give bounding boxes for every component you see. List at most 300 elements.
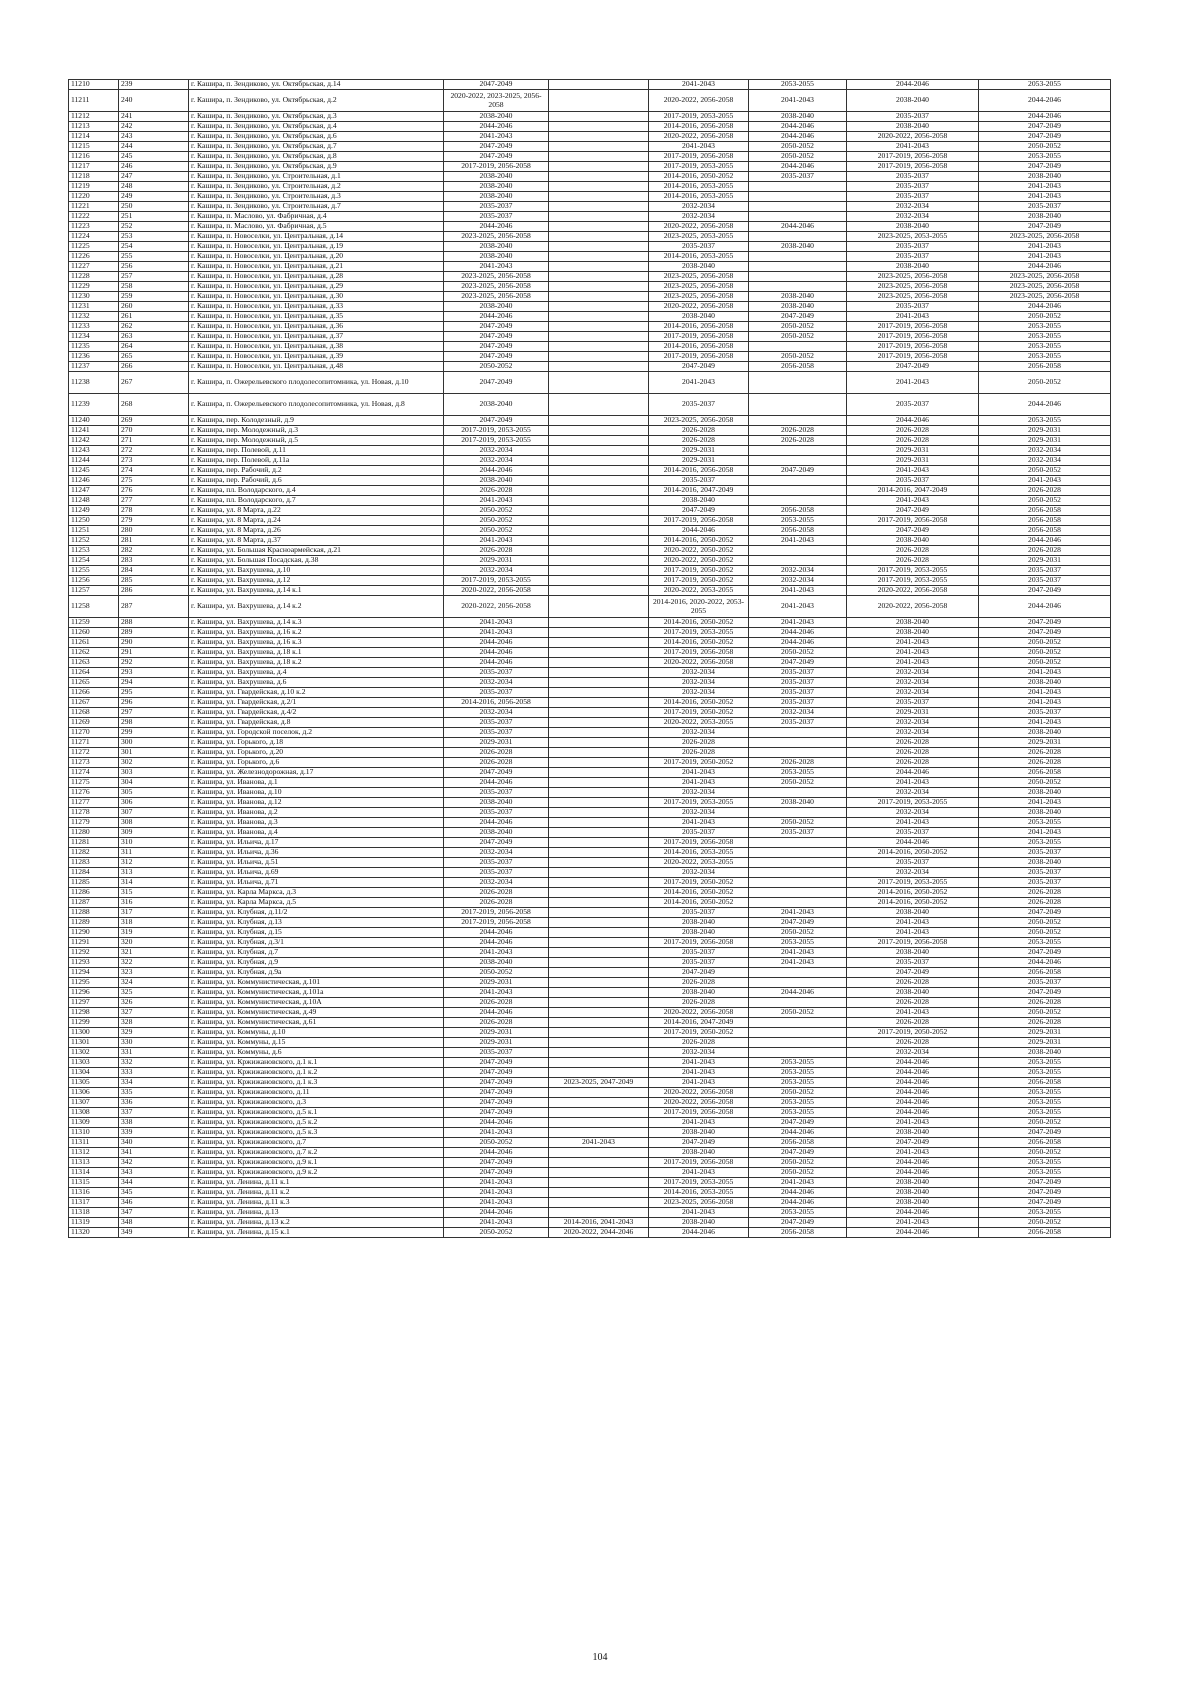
cell-address: г. Кашира, ул. Большая Красноармейская, д.21	[189, 546, 444, 556]
cell-period-1: 2047-2049	[444, 1098, 549, 1108]
cell-seq-number: 310	[119, 838, 189, 848]
cell-period-1: 2047-2049	[444, 342, 549, 352]
cell-period-5: 2047-2049	[847, 362, 979, 372]
cell-row-id: 11255	[69, 566, 119, 576]
table-row	[69, 978, 1111, 988]
cell-period-6: 2038-2040	[979, 172, 1111, 182]
table-row	[69, 698, 1111, 708]
cell-period-1: 2020-2022, 2056-2058	[444, 596, 549, 618]
cell-period-6: 2041-2043	[979, 668, 1111, 678]
table-row	[69, 1128, 1111, 1138]
cell-period-3: 2017-2019, 2050-2052	[649, 758, 749, 768]
cell-period-3: 2038-2040	[649, 928, 749, 938]
cell-period-2	[549, 516, 649, 526]
cell-period-5: 2029-2031	[847, 456, 979, 466]
cell-period-3: 2047-2049	[649, 968, 749, 978]
cell-period-1: 2047-2049	[444, 1078, 549, 1088]
cell-period-4: 2050-2052	[749, 648, 847, 658]
cell-period-4: 2032-2034	[749, 576, 847, 586]
cell-address: г. Кашира, ул. Кржижановского, д.5 к.3	[189, 1128, 444, 1138]
cell-seq-number: 240	[119, 90, 189, 112]
cell-period-5: 2035-2037	[847, 858, 979, 868]
cell-period-4: 2041-2043	[749, 1178, 847, 1188]
cell-seq-number: 326	[119, 998, 189, 1008]
cell-period-5: 2032-2034	[847, 212, 979, 222]
cell-period-1: 2032-2034	[444, 566, 549, 576]
cell-period-6: 2047-2049	[979, 1178, 1111, 1188]
cell-period-1: 2038-2040	[444, 242, 549, 252]
cell-row-id: 11240	[69, 416, 119, 426]
cell-period-4: 2041-2043	[749, 536, 847, 546]
cell-period-2	[549, 342, 649, 352]
cell-period-2	[549, 122, 649, 132]
cell-period-3: 2041-2043	[649, 142, 749, 152]
table-row	[69, 182, 1111, 192]
table-row	[69, 90, 1111, 112]
cell-period-5: 2044-2046	[847, 80, 979, 90]
cell-period-3: 2020-2022, 2050-2052	[649, 546, 749, 556]
cell-period-6: 2041-2043	[979, 476, 1111, 486]
cell-period-5: 2026-2028	[847, 426, 979, 436]
cell-address: г. Кашира, ул. Клубная, д.13	[189, 918, 444, 928]
cell-period-6: 2038-2040	[979, 788, 1111, 798]
cell-seq-number: 338	[119, 1118, 189, 1128]
cell-seq-number: 300	[119, 738, 189, 748]
cell-period-3: 2035-2037	[649, 242, 749, 252]
cell-period-4	[749, 898, 847, 908]
cell-address: г. Кашира, ул. Ленина, д.13	[189, 1208, 444, 1218]
cell-seq-number: 251	[119, 212, 189, 222]
cell-seq-number: 265	[119, 352, 189, 362]
table-row	[69, 758, 1111, 768]
table-row	[69, 112, 1111, 122]
cell-period-1: 2047-2049	[444, 322, 549, 332]
cell-period-1: 2044-2046	[444, 1208, 549, 1218]
table-row	[69, 162, 1111, 172]
cell-period-3: 2038-2040	[649, 918, 749, 928]
cell-seq-number: 299	[119, 728, 189, 738]
cell-address: г. Кашира, п. Новоселки, ул. Центральная, д.21	[189, 262, 444, 272]
cell-period-6: 2026-2028	[979, 486, 1111, 496]
table-row	[69, 818, 1111, 828]
cell-address: г. Кашира, ул. Иванова, д.10	[189, 788, 444, 798]
cell-period-6: 2053-2055	[979, 352, 1111, 362]
cell-period-1: 2041-2043	[444, 496, 549, 506]
cell-seq-number: 334	[119, 1078, 189, 1088]
cell-period-4: 2038-2040	[749, 302, 847, 312]
cell-period-1: 2050-2052	[444, 1138, 549, 1148]
cell-address: г. Кашира, пер. Колодезный, д.9	[189, 416, 444, 426]
cell-period-3: 2014-2016, 2053-2055	[649, 1188, 749, 1198]
cell-period-5: 2044-2046	[847, 416, 979, 426]
cell-period-2	[549, 222, 649, 232]
cell-period-5: 2044-2046	[847, 1108, 979, 1118]
cell-period-5: 2032-2034	[847, 1048, 979, 1058]
cell-period-6: 2047-2049	[979, 618, 1111, 628]
cell-period-3: 2017-2019, 2056-2058	[649, 648, 749, 658]
cell-row-id: 11228	[69, 272, 119, 282]
cell-row-id: 11284	[69, 868, 119, 878]
table-row	[69, 1088, 1111, 1098]
cell-period-4: 2047-2049	[749, 658, 847, 668]
cell-row-id: 11220	[69, 192, 119, 202]
cell-period-1: 2038-2040	[444, 828, 549, 838]
cell-row-id: 11244	[69, 456, 119, 466]
cell-address: г. Кашира, ул. Кржижановского, д.1 к.1	[189, 1058, 444, 1068]
cell-period-3: 2026-2028	[649, 748, 749, 758]
cell-period-6: 2035-2037	[979, 202, 1111, 212]
cell-period-6: 2050-2052	[979, 638, 1111, 648]
cell-row-id: 11256	[69, 576, 119, 586]
cell-period-5: 2041-2043	[847, 372, 979, 394]
cell-period-4: 2038-2040	[749, 112, 847, 122]
cell-period-3: 2032-2034	[649, 808, 749, 818]
table-row	[69, 1148, 1111, 1158]
cell-address: г. Кашира, ул. Ильича, д.69	[189, 868, 444, 878]
table-row	[69, 232, 1111, 242]
cell-row-id: 11259	[69, 618, 119, 628]
cell-seq-number: 325	[119, 988, 189, 998]
cell-period-2	[549, 486, 649, 496]
cell-period-2	[549, 638, 649, 648]
cell-period-5: 2035-2037	[847, 476, 979, 486]
cell-address: г. Кашира, ул. Карла Маркса, д.5	[189, 898, 444, 908]
cell-seq-number: 255	[119, 252, 189, 262]
cell-period-1: 2044-2046	[444, 938, 549, 948]
cell-period-6: 2050-2052	[979, 778, 1111, 788]
cell-period-2	[549, 948, 649, 958]
cell-period-1: 2029-2031	[444, 978, 549, 988]
cell-period-5: 2041-2043	[847, 918, 979, 928]
cell-period-3: 2047-2049	[649, 362, 749, 372]
cell-seq-number: 335	[119, 1088, 189, 1098]
table-row	[69, 658, 1111, 668]
cell-address: г. Кашира, п. Маслово, ул. Фабричная, д.5	[189, 222, 444, 232]
cell-period-2	[549, 322, 649, 332]
cell-period-6: 2050-2052	[979, 1118, 1111, 1128]
cell-period-4	[749, 272, 847, 282]
cell-period-4: 2050-2052	[749, 928, 847, 938]
cell-period-4: 2053-2055	[749, 516, 847, 526]
cell-period-6: 2041-2043	[979, 718, 1111, 728]
cell-period-6: 2041-2043	[979, 828, 1111, 838]
cell-period-2	[549, 496, 649, 506]
cell-seq-number: 282	[119, 546, 189, 556]
cell-period-4: 2047-2049	[749, 466, 847, 476]
cell-period-1: 2041-2043	[444, 1218, 549, 1228]
table-row	[69, 1228, 1111, 1238]
cell-period-2	[549, 262, 649, 272]
cell-period-2	[549, 1038, 649, 1048]
cell-address: г. Кашира, ул. Гвардейская, д.2/1	[189, 698, 444, 708]
cell-period-2	[549, 476, 649, 486]
cell-period-2	[549, 658, 649, 668]
cell-period-5: 2038-2040	[847, 122, 979, 132]
cell-seq-number: 246	[119, 162, 189, 172]
cell-period-5: 2035-2037	[847, 182, 979, 192]
cell-period-2	[549, 1168, 649, 1178]
table-row	[69, 908, 1111, 918]
cell-period-4	[749, 192, 847, 202]
cell-address: г. Кашира, ул. Вахрушева, д.18 к.2	[189, 658, 444, 668]
cell-seq-number: 333	[119, 1068, 189, 1078]
cell-row-id: 11252	[69, 536, 119, 546]
cell-period-5: 2044-2046	[847, 1228, 979, 1238]
table-row	[69, 476, 1111, 486]
cell-period-2	[549, 132, 649, 142]
cell-period-5: 2026-2028	[847, 758, 979, 768]
cell-period-1: 2047-2049	[444, 1168, 549, 1178]
cell-period-2	[549, 1018, 649, 1028]
cell-seq-number: 270	[119, 426, 189, 436]
cell-seq-number: 307	[119, 808, 189, 818]
cell-period-3: 2017-2019, 2056-2058	[649, 838, 749, 848]
cell-address: г. Кашира, п. Зендиково, ул. Октябрьская, д.6	[189, 132, 444, 142]
cell-period-1: 2032-2034	[444, 708, 549, 718]
cell-period-4	[749, 728, 847, 738]
cell-period-6: 2026-2028	[979, 1018, 1111, 1028]
table-row	[69, 1118, 1111, 1128]
cell-period-3: 2020-2022, 2056-2058	[649, 302, 749, 312]
cell-row-id: 11235	[69, 342, 119, 352]
cell-address: г. Кашира, ул. 8 Марта, д.22	[189, 506, 444, 516]
cell-row-id: 11314	[69, 1168, 119, 1178]
table-row	[69, 1158, 1111, 1168]
cell-row-id: 11267	[69, 698, 119, 708]
cell-period-1: 2017-2019, 2053-2055	[444, 576, 549, 586]
cell-address: г. Кашира, ул. Клубная, д.9	[189, 958, 444, 968]
cell-period-1: 2017-2019, 2053-2055	[444, 436, 549, 446]
cell-period-4: 2050-2052	[749, 778, 847, 788]
table-row	[69, 302, 1111, 312]
cell-period-1: 2035-2037	[444, 1048, 549, 1058]
cell-period-5: 2038-2040	[847, 262, 979, 272]
cell-seq-number: 341	[119, 1148, 189, 1158]
cell-period-6: 2041-2043	[979, 192, 1111, 202]
cell-address: г. Кашира, ул. Карла Маркса, д.3	[189, 888, 444, 898]
cell-period-1: 2035-2037	[444, 212, 549, 222]
cell-row-id: 11276	[69, 788, 119, 798]
cell-row-id: 11221	[69, 202, 119, 212]
cell-period-5: 2038-2040	[847, 1128, 979, 1138]
cell-period-3: 2014-2016, 2053-2055	[649, 252, 749, 262]
cell-period-5: 2035-2037	[847, 192, 979, 202]
cell-period-3: 2017-2019, 2056-2058	[649, 1108, 749, 1118]
cell-period-1: 2029-2031	[444, 1038, 549, 1048]
cell-period-3: 2026-2028	[649, 998, 749, 1008]
cell-period-3: 2020-2022, 2053-2055	[649, 586, 749, 596]
cell-period-1: 2032-2034	[444, 678, 549, 688]
table-row	[69, 212, 1111, 222]
cell-address: г. Кашира, п. Зендиково, ул. Октябрьская, д.4	[189, 122, 444, 132]
cell-period-1: 2038-2040	[444, 958, 549, 968]
cell-seq-number: 275	[119, 476, 189, 486]
cell-seq-number: 296	[119, 698, 189, 708]
cell-period-6: 2026-2028	[979, 998, 1111, 1008]
cell-row-id: 11283	[69, 858, 119, 868]
cell-period-4: 2050-2052	[749, 352, 847, 362]
cell-period-6: 2053-2055	[979, 1108, 1111, 1118]
cell-period-1: 2047-2049	[444, 152, 549, 162]
table-row	[69, 222, 1111, 232]
cell-period-3: 2035-2037	[649, 908, 749, 918]
cell-period-5: 2026-2028	[847, 748, 979, 758]
cell-period-1: 2023-2025, 2056-2058	[444, 232, 549, 242]
cell-period-4: 2053-2055	[749, 1208, 847, 1218]
cell-period-5: 2035-2037	[847, 302, 979, 312]
cell-period-6: 2026-2028	[979, 898, 1111, 908]
cell-period-5: 2035-2037	[847, 242, 979, 252]
cell-seq-number: 289	[119, 628, 189, 638]
table-row	[69, 516, 1111, 526]
cell-period-3: 2017-2019, 2056-2058	[649, 352, 749, 362]
cell-period-2	[549, 768, 649, 778]
table-row	[69, 998, 1111, 1008]
cell-period-1: 2041-2043	[444, 536, 549, 546]
cell-period-2	[549, 182, 649, 192]
cell-seq-number: 250	[119, 202, 189, 212]
cell-period-4	[749, 416, 847, 426]
cell-row-id: 11223	[69, 222, 119, 232]
cell-period-1: 2047-2049	[444, 1058, 549, 1068]
cell-period-5: 2035-2037	[847, 828, 979, 838]
cell-period-4: 2035-2037	[749, 688, 847, 698]
table-row	[69, 132, 1111, 142]
cell-period-3: 2026-2028	[649, 436, 749, 446]
cell-period-2	[549, 596, 649, 618]
cell-seq-number: 313	[119, 868, 189, 878]
cell-period-1: 2026-2028	[444, 1018, 549, 1028]
cell-seq-number: 287	[119, 596, 189, 618]
schedule-table	[68, 79, 1111, 1238]
cell-seq-number: 264	[119, 342, 189, 352]
cell-period-5: 2038-2040	[847, 618, 979, 628]
cell-row-id: 11249	[69, 506, 119, 516]
cell-period-5: 2038-2040	[847, 1178, 979, 1188]
cell-period-2	[549, 202, 649, 212]
cell-period-5: 2038-2040	[847, 90, 979, 112]
cell-period-6: 2053-2055	[979, 938, 1111, 948]
cell-period-6: 2047-2049	[979, 222, 1111, 232]
cell-address: г. Кашира, ул. 8 Марта, д.26	[189, 526, 444, 536]
table-row	[69, 788, 1111, 798]
cell-period-6: 2041-2043	[979, 798, 1111, 808]
cell-period-3: 2017-2019, 2056-2058	[649, 516, 749, 526]
table-row	[69, 152, 1111, 162]
cell-period-2	[549, 90, 649, 112]
cell-period-4: 2044-2046	[749, 132, 847, 142]
cell-period-4	[749, 456, 847, 466]
table-row	[69, 372, 1111, 394]
cell-period-3: 2014-2016, 2056-2058	[649, 322, 749, 332]
cell-period-1: 2017-2019, 2056-2058	[444, 908, 549, 918]
cell-period-1: 2047-2049	[444, 142, 549, 152]
cell-seq-number: 245	[119, 152, 189, 162]
cell-period-4	[749, 232, 847, 242]
cell-address: г. Кашира, ул. Вахрушева, д.14 к.2	[189, 596, 444, 618]
cell-address: г. Кашира, п. Зендиково, ул. Октябрьская, д.14	[189, 80, 444, 90]
cell-row-id: 11251	[69, 526, 119, 536]
cell-period-6: 2026-2028	[979, 758, 1111, 768]
cell-period-5: 2038-2040	[847, 988, 979, 998]
cell-row-id: 11231	[69, 302, 119, 312]
cell-period-4: 2038-2040	[749, 292, 847, 302]
cell-address: г. Кашира, пер. Молодежный, д.5	[189, 436, 444, 446]
cell-period-1: 2050-2052	[444, 362, 549, 372]
cell-period-5: 2023-2025, 2056-2058	[847, 282, 979, 292]
table-row	[69, 596, 1111, 618]
cell-period-6: 2047-2049	[979, 1198, 1111, 1208]
cell-period-2	[549, 958, 649, 968]
cell-period-1: 2047-2049	[444, 768, 549, 778]
cell-period-3: 2041-2043	[649, 1078, 749, 1088]
cell-period-3: 2017-2019, 2050-2052	[649, 576, 749, 586]
table-row	[69, 262, 1111, 272]
cell-row-id: 11316	[69, 1188, 119, 1198]
cell-row-id: 11302	[69, 1048, 119, 1058]
cell-row-id: 11264	[69, 668, 119, 678]
cell-period-3: 2014-2016, 2050-2052	[649, 638, 749, 648]
cell-period-2	[549, 648, 649, 658]
cell-period-3: 2023-2025, 2056-2058	[649, 282, 749, 292]
cell-address: г. Кашира, п. Новоселки, ул. Центральная, д.39	[189, 352, 444, 362]
cell-period-2	[549, 778, 649, 788]
table-row	[69, 1208, 1111, 1218]
cell-address: г. Кашира, ул. Горького, д.20	[189, 748, 444, 758]
cell-period-2	[549, 858, 649, 868]
cell-row-id: 11230	[69, 292, 119, 302]
cell-address: г. Кашира, ул. Клубная, д.3/1	[189, 938, 444, 948]
cell-row-id: 11294	[69, 968, 119, 978]
cell-period-4	[749, 342, 847, 352]
cell-period-1: 2050-2052	[444, 506, 549, 516]
cell-row-id: 11262	[69, 648, 119, 658]
cell-period-5: 2041-2043	[847, 466, 979, 476]
cell-period-2	[549, 928, 649, 938]
cell-period-2	[549, 506, 649, 516]
cell-address: г. Кашира, ул. Коммунистическая, д.61	[189, 1018, 444, 1028]
cell-period-5: 2026-2028	[847, 436, 979, 446]
cell-row-id: 11274	[69, 768, 119, 778]
cell-period-2	[549, 898, 649, 908]
cell-period-3: 2026-2028	[649, 426, 749, 436]
cell-period-4	[749, 476, 847, 486]
cell-period-4	[749, 1018, 847, 1028]
cell-row-id: 11269	[69, 718, 119, 728]
cell-period-4	[749, 496, 847, 506]
cell-address: г. Кашира, ул. Вахрушева, д.10	[189, 566, 444, 576]
table-row	[69, 1058, 1111, 1068]
cell-period-5: 2044-2046	[847, 1208, 979, 1218]
cell-period-1: 2035-2037	[444, 718, 549, 728]
cell-address: г. Кашира, ул. Ленина, д.15 к.1	[189, 1228, 444, 1238]
cell-address: г. Кашира, ул. Вахрушева, д.18 к.1	[189, 648, 444, 658]
cell-address: г. Кашира, пл. Володарского, д.7	[189, 496, 444, 506]
cell-period-4: 2041-2043	[749, 958, 847, 968]
cell-period-4: 2056-2058	[749, 1138, 847, 1148]
cell-address: г. Кашира, п. Новоселки, ул. Центральная, д.20	[189, 252, 444, 262]
cell-row-id: 11289	[69, 918, 119, 928]
cell-period-3: 2014-2016, 2053-2055	[649, 182, 749, 192]
cell-seq-number: 247	[119, 172, 189, 182]
cell-address: г. Кашира, ул. Кржижановского, д.9 к.1	[189, 1158, 444, 1168]
cell-address: г. Кашира, ул. Иванова, д.3	[189, 818, 444, 828]
cell-period-6: 2038-2040	[979, 1048, 1111, 1058]
cell-period-2	[549, 172, 649, 182]
cell-period-6: 2041-2043	[979, 252, 1111, 262]
cell-period-1: 2050-2052	[444, 526, 549, 536]
cell-seq-number: 254	[119, 242, 189, 252]
